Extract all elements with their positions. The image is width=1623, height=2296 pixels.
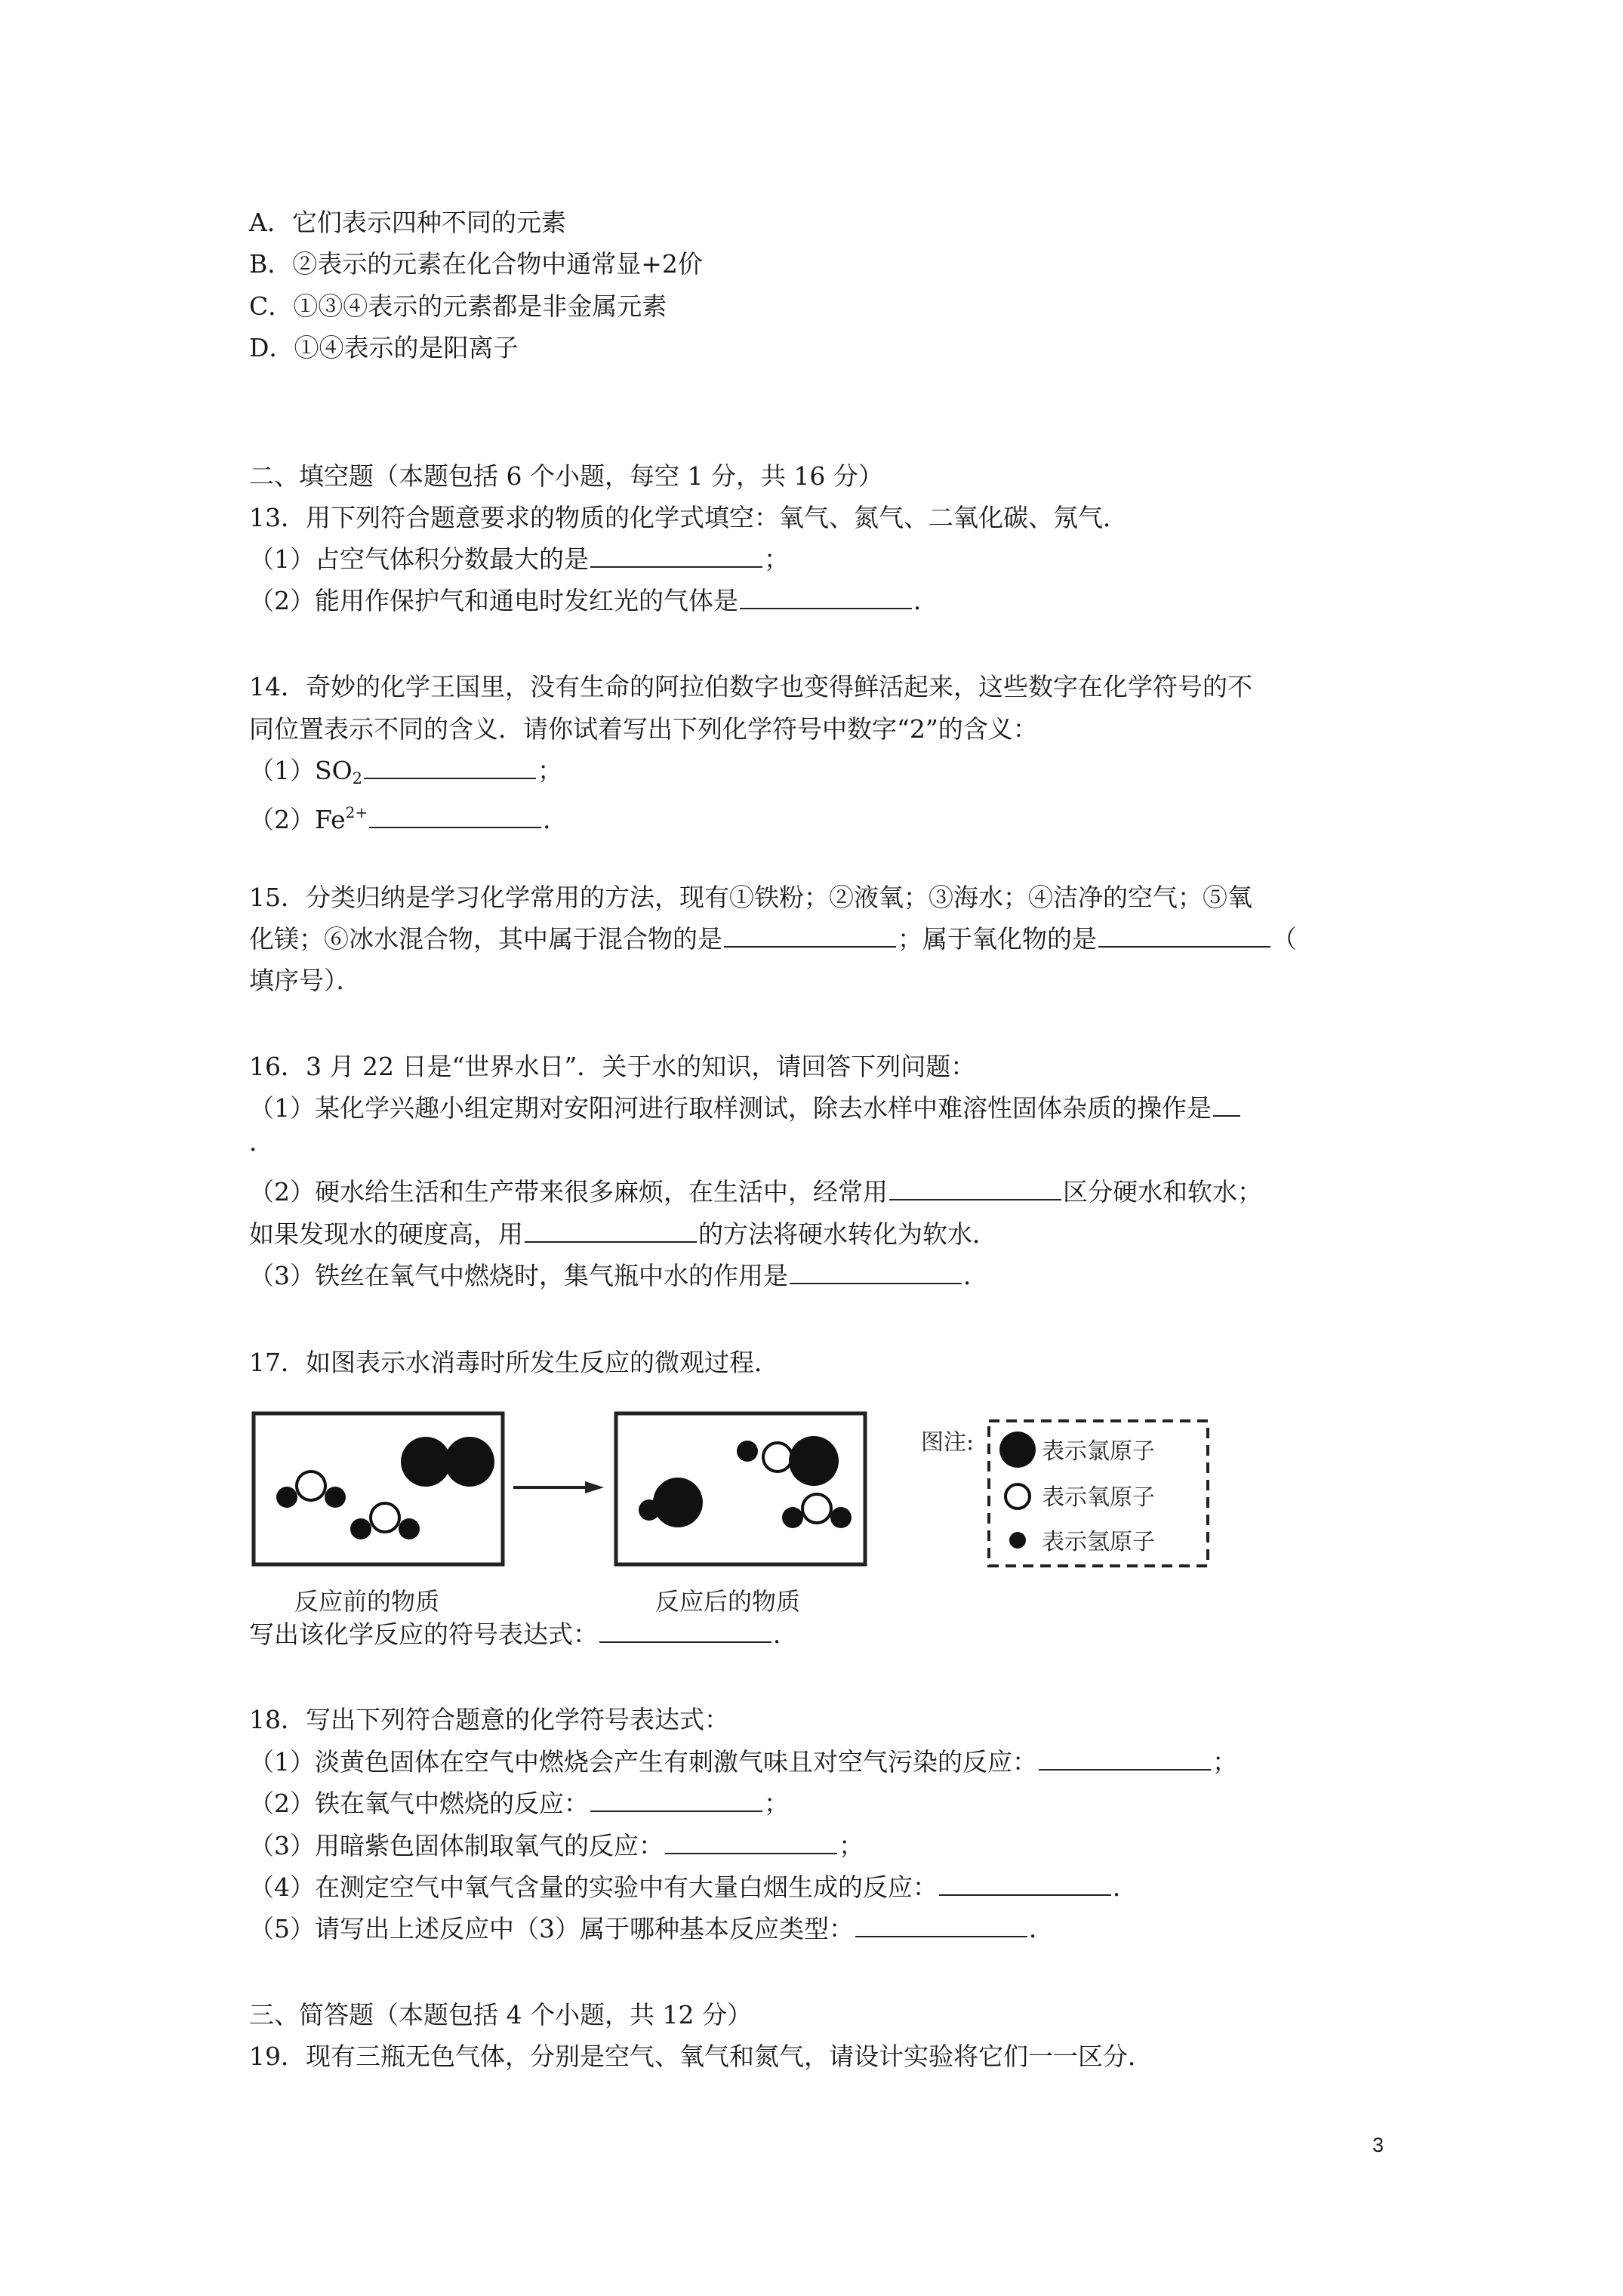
question-16-part2: （2）硬水给生活和生产带来很多麻烦，在生活中，经常用 区分硬水和软水； (249, 1177, 1262, 1207)
question-14-part2: $(2)Fe^{2+}$ ． (249, 803, 568, 834)
question-16-part1-end: ． (249, 1127, 274, 1157)
answer-blank[interactable] (364, 755, 536, 779)
chlorine-atom (445, 1437, 494, 1487)
question-16-stem: 16．3 月 22 日是“世界水日”．关于水的知识，请回答下列问题： (249, 1052, 976, 1081)
question-18-stem: 18．写出下列符合题意的化学符号表达式： (249, 1705, 729, 1734)
hydrogen-atom (276, 1487, 297, 1508)
question-17-ask: 写出该化学反应的符号表达式： ． (249, 1620, 798, 1649)
after-box (616, 1413, 865, 1564)
oxygen-atom (371, 1503, 399, 1532)
chlorine-atom-icon (999, 1432, 1036, 1468)
oxygen-atom-icon (1006, 1484, 1030, 1509)
question-18-part5: （5）请写出上述反应中（3）属于哪种基本反应类型： ． (249, 1914, 1054, 1943)
question-15-line1: 15．分类归纳是学习化学常用的方法，现有①铁粉；②液氧；③海水；④洁净的空气；⑤氧 (249, 883, 1252, 912)
answer-blank[interactable] (525, 1219, 697, 1243)
question-18-part4: （4）在测定空气中氧气含量的实验中有大量白烟生成的反应： ． (249, 1872, 1138, 1902)
option-a: A．它们表示四种不同的元素 (249, 208, 566, 237)
question-19-stem: 19．现有三瓶无色气体，分别是空气、氧气和氮气，请设计实验将它们一一区分． (249, 2042, 1153, 2071)
answer-blank[interactable] (790, 1260, 962, 1284)
chlorine-atom (653, 1478, 703, 1527)
option-d: D．①④表示的是阳离子 (249, 333, 519, 362)
question-14-stem-line2: 同位置表示不同的含义．请你试着写出下列化学符号中数字“2”的含义： (249, 714, 1038, 744)
hydrogen-atom (399, 1518, 420, 1539)
answer-blank[interactable] (665, 1830, 837, 1854)
legend-oxygen: 表示氧原子 (1042, 1484, 1155, 1511)
question-13-part2: （2）能用作保护气和通电时发红光的气体是 ． (249, 586, 938, 615)
question-15-line3: 填序号）． (249, 966, 362, 995)
question-13-stem: 13．用下列符合题意要求的物质的化学式填空：氧气、氮气、二氧化碳、氖气． (249, 503, 1128, 532)
question-16-part2-cont: 如果发现水的硬度高，用 的方法将硬水转化为软水． (249, 1219, 997, 1249)
hydrogen-atom (325, 1487, 346, 1508)
arrow-head (585, 1481, 604, 1493)
oxygen-atom (297, 1472, 325, 1500)
answer-blank[interactable] (1098, 923, 1270, 948)
question-13-part1: （1）占空气体积分数最大的是 ； (249, 544, 789, 574)
before-label: 反应前的物质 (294, 1587, 440, 1616)
question-16-part1: （1）某化学兴趣小组定期对安阳河进行取样测试，除去水样中难溶性固体杂质的操作是 (249, 1091, 1242, 1126)
question-14-stem-line1: 14．奇妙的化学王国里，没有生命的阿拉伯数字也变得鲜活起来，这些数字在化学符号的不 (249, 672, 1252, 701)
reaction-diagram (249, 1404, 1230, 1623)
question-18-part2: （2）铁在氧气中燃烧的反应： ； (249, 1789, 789, 1818)
question-17-stem: 17．如图表示水消毒时所发生反应的微观过程． (249, 1348, 779, 1377)
answer-blank[interactable] (1039, 1746, 1211, 1771)
question-18-part1: （1）淡黄色固体在空气中燃烧会产生有刺激气味且对空气污染的反应： ； (249, 1747, 1237, 1777)
section-title: 三、简答题（本题包括 4 个小题，共 12 分） (249, 2000, 752, 2029)
hydrogen-atom (350, 1518, 371, 1539)
legend-chlorine: 表示氯原子 (1042, 1438, 1155, 1465)
answer-blank[interactable] (724, 923, 896, 948)
legend-hydrogen: 表示氢原子 (1042, 1529, 1155, 1555)
oxygen-atom (802, 1494, 831, 1523)
answer-blank[interactable] (939, 1872, 1111, 1896)
hydrogen-atom (737, 1441, 758, 1462)
question-14-part1: $(1)SO_2$ ； (249, 756, 563, 787)
answer-blank[interactable] (590, 544, 762, 568)
section-title: 二、填空题（本题包括 6 个小题，每空 1 分，共 16 分） (249, 461, 883, 491)
option-b: B．②表示的元素在化合物中通常显+2价 (249, 249, 703, 279)
hydrogen-atom (782, 1507, 803, 1528)
legend-title: 图注: (921, 1429, 975, 1456)
question-15-line2: 化镁；⑥冰水混合物，其中属于混合物的是 ；属于氧化物的是 （ (249, 924, 1297, 954)
answer-blank[interactable] (889, 1176, 1061, 1200)
hydrogen-atom (830, 1507, 852, 1528)
hydrogen-atom-icon (1009, 1532, 1026, 1549)
answer-blank[interactable] (369, 804, 541, 828)
answer-blank[interactable] (740, 585, 912, 609)
answer-blank[interactable] (590, 1788, 762, 1812)
question-18-part3: （3）用暗紫色固体制取氧气的反应： ； (249, 1831, 864, 1860)
answer-blank[interactable] (855, 1913, 1027, 1937)
chlorine-atom (789, 1436, 839, 1486)
answer-blank[interactable] (1213, 1093, 1240, 1117)
after-label: 反应后的物质 (655, 1587, 801, 1616)
answer-blank[interactable] (599, 1619, 771, 1643)
question-16-part3: （3）铁丝在氧气中燃烧时，集气瓶中水的作用是 ． (249, 1261, 988, 1290)
page-number: 3 (1372, 2134, 1384, 2156)
chlorine-atom (401, 1437, 451, 1487)
option-c: C．①③④表示的元素都是非金属元素 (249, 291, 667, 321)
oxygen-atom (763, 1443, 792, 1472)
